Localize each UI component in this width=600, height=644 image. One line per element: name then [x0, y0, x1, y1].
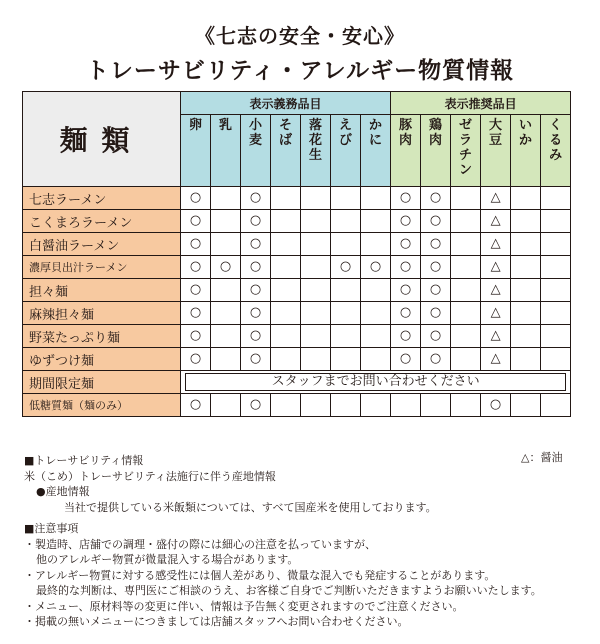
allergen-mark — [511, 210, 541, 233]
allergen-mark: ○ — [421, 302, 451, 325]
menu-item-name: こくまろラーメン — [23, 210, 181, 233]
allergen-mark — [511, 256, 541, 279]
allergen-mark — [331, 187, 361, 210]
allergen-mark — [451, 325, 481, 348]
allergen-mark — [211, 302, 241, 325]
menu-item-name: 野菜たっぷり麺 — [23, 325, 181, 348]
table-row — [23, 233, 571, 256]
allergen-mark — [541, 325, 571, 348]
allergen-mark — [331, 325, 361, 348]
table-row — [23, 302, 571, 325]
allergen-mark: ○ — [391, 348, 421, 371]
column-header-label: くるみ — [549, 118, 563, 163]
table-row — [23, 325, 571, 348]
table-body — [23, 187, 571, 417]
allergen-mark — [271, 302, 301, 325]
allergen-mark — [511, 325, 541, 348]
allergen-mark — [511, 279, 541, 302]
caution-2a: ・アレルギー物質に対する感受性には個人差があり、微量な混入でも発症することがあります。 — [24, 568, 496, 582]
allergen-mark: ○ — [391, 233, 421, 256]
column-header-label: ゼラチン — [459, 118, 473, 178]
column-header-label: いか — [519, 118, 533, 148]
allergen-mark — [211, 394, 241, 417]
origin-text: 当社で提供している米飯類については、すべて国産米を使用しております。 — [64, 500, 437, 514]
allergen-mark — [541, 187, 571, 210]
allergen-mark — [451, 210, 481, 233]
column-header-label: 卵 — [188, 118, 202, 133]
allergen-mark — [511, 394, 541, 417]
allergen-mark — [271, 233, 301, 256]
allergen-mark — [511, 348, 541, 371]
column-header-label: 豚肉 — [399, 118, 413, 148]
allergen-mark — [421, 394, 451, 417]
allergen-mark: ○ — [391, 325, 421, 348]
allergen-mark — [511, 302, 541, 325]
allergen-mark — [271, 394, 301, 417]
column-header — [451, 115, 481, 187]
allergen-mark: ○ — [181, 279, 211, 302]
allergen-mark: ○ — [421, 325, 451, 348]
allergen-mark: ○ — [181, 325, 211, 348]
allergen-mark — [301, 302, 331, 325]
allergen-mark — [211, 325, 241, 348]
trace-title: ■トレーサビリティ情報 — [24, 454, 144, 467]
legend-soy-sauce: △：醤油 — [521, 451, 563, 464]
column-header — [301, 115, 331, 187]
table-row — [23, 210, 571, 233]
allergen-mark — [541, 302, 571, 325]
allergen-mark — [331, 394, 361, 417]
column-header — [541, 115, 571, 187]
column-header-label: 乳 — [218, 118, 232, 133]
column-header — [481, 115, 511, 187]
allergen-mark — [331, 279, 361, 302]
allergen-mark: ○ — [421, 210, 451, 233]
allergen-mark: △ — [481, 233, 511, 256]
table-row — [23, 256, 571, 279]
column-header-label: 鶏肉 — [429, 118, 443, 148]
allergen-mark: ○ — [391, 210, 421, 233]
allergen-mark: ○ — [181, 302, 211, 325]
allergen-mark: ○ — [421, 348, 451, 371]
allergen-mark — [361, 210, 391, 233]
allergen-mark — [301, 394, 331, 417]
caution-3: ・メニュー、原材料等の変更に伴い、情報は予告無く変更されますのでご注意ください。 — [24, 599, 464, 613]
allergen-mark — [541, 279, 571, 302]
allergen-mark: ○ — [181, 394, 211, 417]
allergen-mark: △ — [481, 256, 511, 279]
group-header-row — [23, 92, 571, 115]
corner-label: 麺類 — [23, 92, 181, 187]
allergen-mark: △ — [481, 210, 511, 233]
column-header — [511, 115, 541, 187]
column-header-label: そば — [278, 118, 292, 148]
table-row — [23, 279, 571, 302]
allergen-mark: ○ — [211, 256, 241, 279]
allergen-mark — [451, 348, 481, 371]
allergen-mark: ○ — [181, 256, 211, 279]
allergen-mark: ○ — [391, 302, 421, 325]
allergen-mark — [271, 348, 301, 371]
caution-4: ・掲載の無いメニューにつきましては店舗スタッフへお問い合わせください。 — [24, 615, 409, 628]
table-row — [23, 394, 571, 417]
allergen-mark — [331, 210, 361, 233]
allergen-mark — [361, 348, 391, 371]
allergen-mark — [451, 233, 481, 256]
page-title: 《七志の安全・安心》 — [195, 24, 405, 48]
allergen-mark — [331, 302, 361, 325]
table-row — [23, 371, 571, 394]
column-header — [331, 115, 361, 187]
menu-item-name: 麻辣担々麺 — [23, 302, 181, 325]
allergen-mark — [361, 325, 391, 348]
allergen-mark: ○ — [421, 256, 451, 279]
allergen-mark: ○ — [181, 210, 211, 233]
caution-title: ■注意事項 — [24, 522, 79, 535]
allergen-mark: ○ — [331, 256, 361, 279]
allergen-mark: △ — [481, 187, 511, 210]
allergen-mark — [211, 210, 241, 233]
allergen-mark: △ — [481, 279, 511, 302]
column-header-label: えび — [338, 118, 352, 148]
allergen-mark — [301, 279, 331, 302]
allergen-mark: ○ — [391, 187, 421, 210]
allergen-mark: △ — [481, 348, 511, 371]
caution-1a: ・製造時、店舗での調理・盛付の際には細心の注意を払っていますが、 — [24, 537, 376, 551]
trace-description: 米（こめ）トレーサビリティ法施行に伴う産地情報 — [24, 469, 276, 483]
allergen-mark — [511, 233, 541, 256]
allergen-mark — [211, 187, 241, 210]
allergen-mark — [541, 233, 571, 256]
table-row — [23, 348, 571, 371]
allergen-mark — [361, 302, 391, 325]
column-header — [181, 115, 211, 187]
allergen-mark — [451, 256, 481, 279]
allergen-mark: ○ — [181, 187, 211, 210]
allergen-mark: ○ — [421, 279, 451, 302]
allergen-mark — [301, 233, 331, 256]
allergen-mark: ○ — [361, 256, 391, 279]
allergen-mark — [361, 187, 391, 210]
allergen-mark: ○ — [241, 325, 271, 348]
origin-title: ●産地情報 — [36, 485, 90, 498]
column-header — [361, 115, 391, 187]
allergen-mark — [211, 233, 241, 256]
menu-item-name: 期間限定麺 — [23, 371, 181, 394]
table-row — [23, 187, 571, 210]
allergen-mark: ○ — [481, 394, 511, 417]
allergen-mark — [331, 233, 361, 256]
allergen-mark — [541, 256, 571, 279]
allergen-mark — [451, 302, 481, 325]
column-header-label: かに — [369, 118, 383, 148]
allergen-mark — [271, 256, 301, 279]
allergen-mark: ○ — [421, 233, 451, 256]
allergen-mark — [541, 394, 571, 417]
allergen-mark: ○ — [241, 210, 271, 233]
group-recommended-header: 表示推奨品目 — [391, 92, 571, 115]
column-header — [241, 115, 271, 187]
allergy-table — [22, 91, 571, 417]
menu-item-name: 担々麺 — [23, 279, 181, 302]
allergen-mark — [271, 279, 301, 302]
column-header-label: 大豆 — [489, 118, 503, 148]
allergen-mark: ○ — [241, 256, 271, 279]
menu-item-name: 七志ラーメン — [23, 187, 181, 210]
page-subtitle: トレーサビリティ・アレルギー物質情報 — [85, 58, 515, 84]
allergen-mark — [541, 210, 571, 233]
allergen-mark: △ — [481, 302, 511, 325]
allergen-mark — [391, 394, 421, 417]
allergen-mark — [301, 210, 331, 233]
allergen-mark — [271, 325, 301, 348]
allergen-mark — [541, 348, 571, 371]
allergen-mark — [211, 279, 241, 302]
caution-1b: 他のアレルギー物質が微量混入する場合があります。 — [36, 553, 299, 566]
column-header-label: 落花生 — [308, 118, 322, 163]
allergen-mark — [451, 187, 481, 210]
allergen-mark — [211, 348, 241, 371]
group-required-header: 表示義務品目 — [181, 92, 391, 115]
allergen-mark — [301, 348, 331, 371]
allergen-mark — [511, 187, 541, 210]
allergen-mark — [451, 279, 481, 302]
allergen-mark: ○ — [181, 233, 211, 256]
allergen-mark: ○ — [241, 348, 271, 371]
caution-2b: 最終的な判断は、専門医にご相談のうえ、お客様ご自身でご判断いただきますようお願いいたします。 — [36, 584, 542, 597]
allergen-mark: ○ — [391, 279, 421, 302]
allergen-mark: ○ — [181, 348, 211, 371]
menu-item-name: 白醤油ラーメン — [23, 233, 181, 256]
contact-notice: スタッフまでお問い合わせください — [185, 373, 566, 391]
menu-item-name: ゆずつけ麺 — [23, 348, 181, 371]
allergen-mark — [451, 394, 481, 417]
allergen-mark: ○ — [391, 256, 421, 279]
allergen-mark — [361, 233, 391, 256]
column-header — [211, 115, 241, 187]
menu-item-name: 濃厚貝出汁ラーメン — [23, 256, 181, 279]
column-header — [391, 115, 421, 187]
contact-cell — [181, 371, 571, 394]
menu-item-name: 低糖質麺（麺のみ） — [23, 394, 181, 417]
notes-section — [24, 453, 584, 630]
allergen-mark: ○ — [241, 187, 271, 210]
allergen-mark — [301, 325, 331, 348]
allergen-mark: ○ — [241, 302, 271, 325]
allergen-mark — [271, 210, 301, 233]
allergen-mark — [361, 279, 391, 302]
allergen-mark: △ — [481, 325, 511, 348]
allergen-mark: ○ — [241, 279, 271, 302]
column-header — [271, 115, 301, 187]
allergen-mark — [301, 256, 331, 279]
column-header — [421, 115, 451, 187]
column-header-label: 小麦 — [248, 118, 262, 148]
allergen-mark — [361, 394, 391, 417]
allergen-mark: ○ — [241, 233, 271, 256]
allergen-mark: ○ — [421, 187, 451, 210]
allergen-mark — [301, 187, 331, 210]
allergen-mark — [271, 187, 301, 210]
allergen-mark — [331, 348, 361, 371]
allergen-mark: ○ — [241, 394, 271, 417]
